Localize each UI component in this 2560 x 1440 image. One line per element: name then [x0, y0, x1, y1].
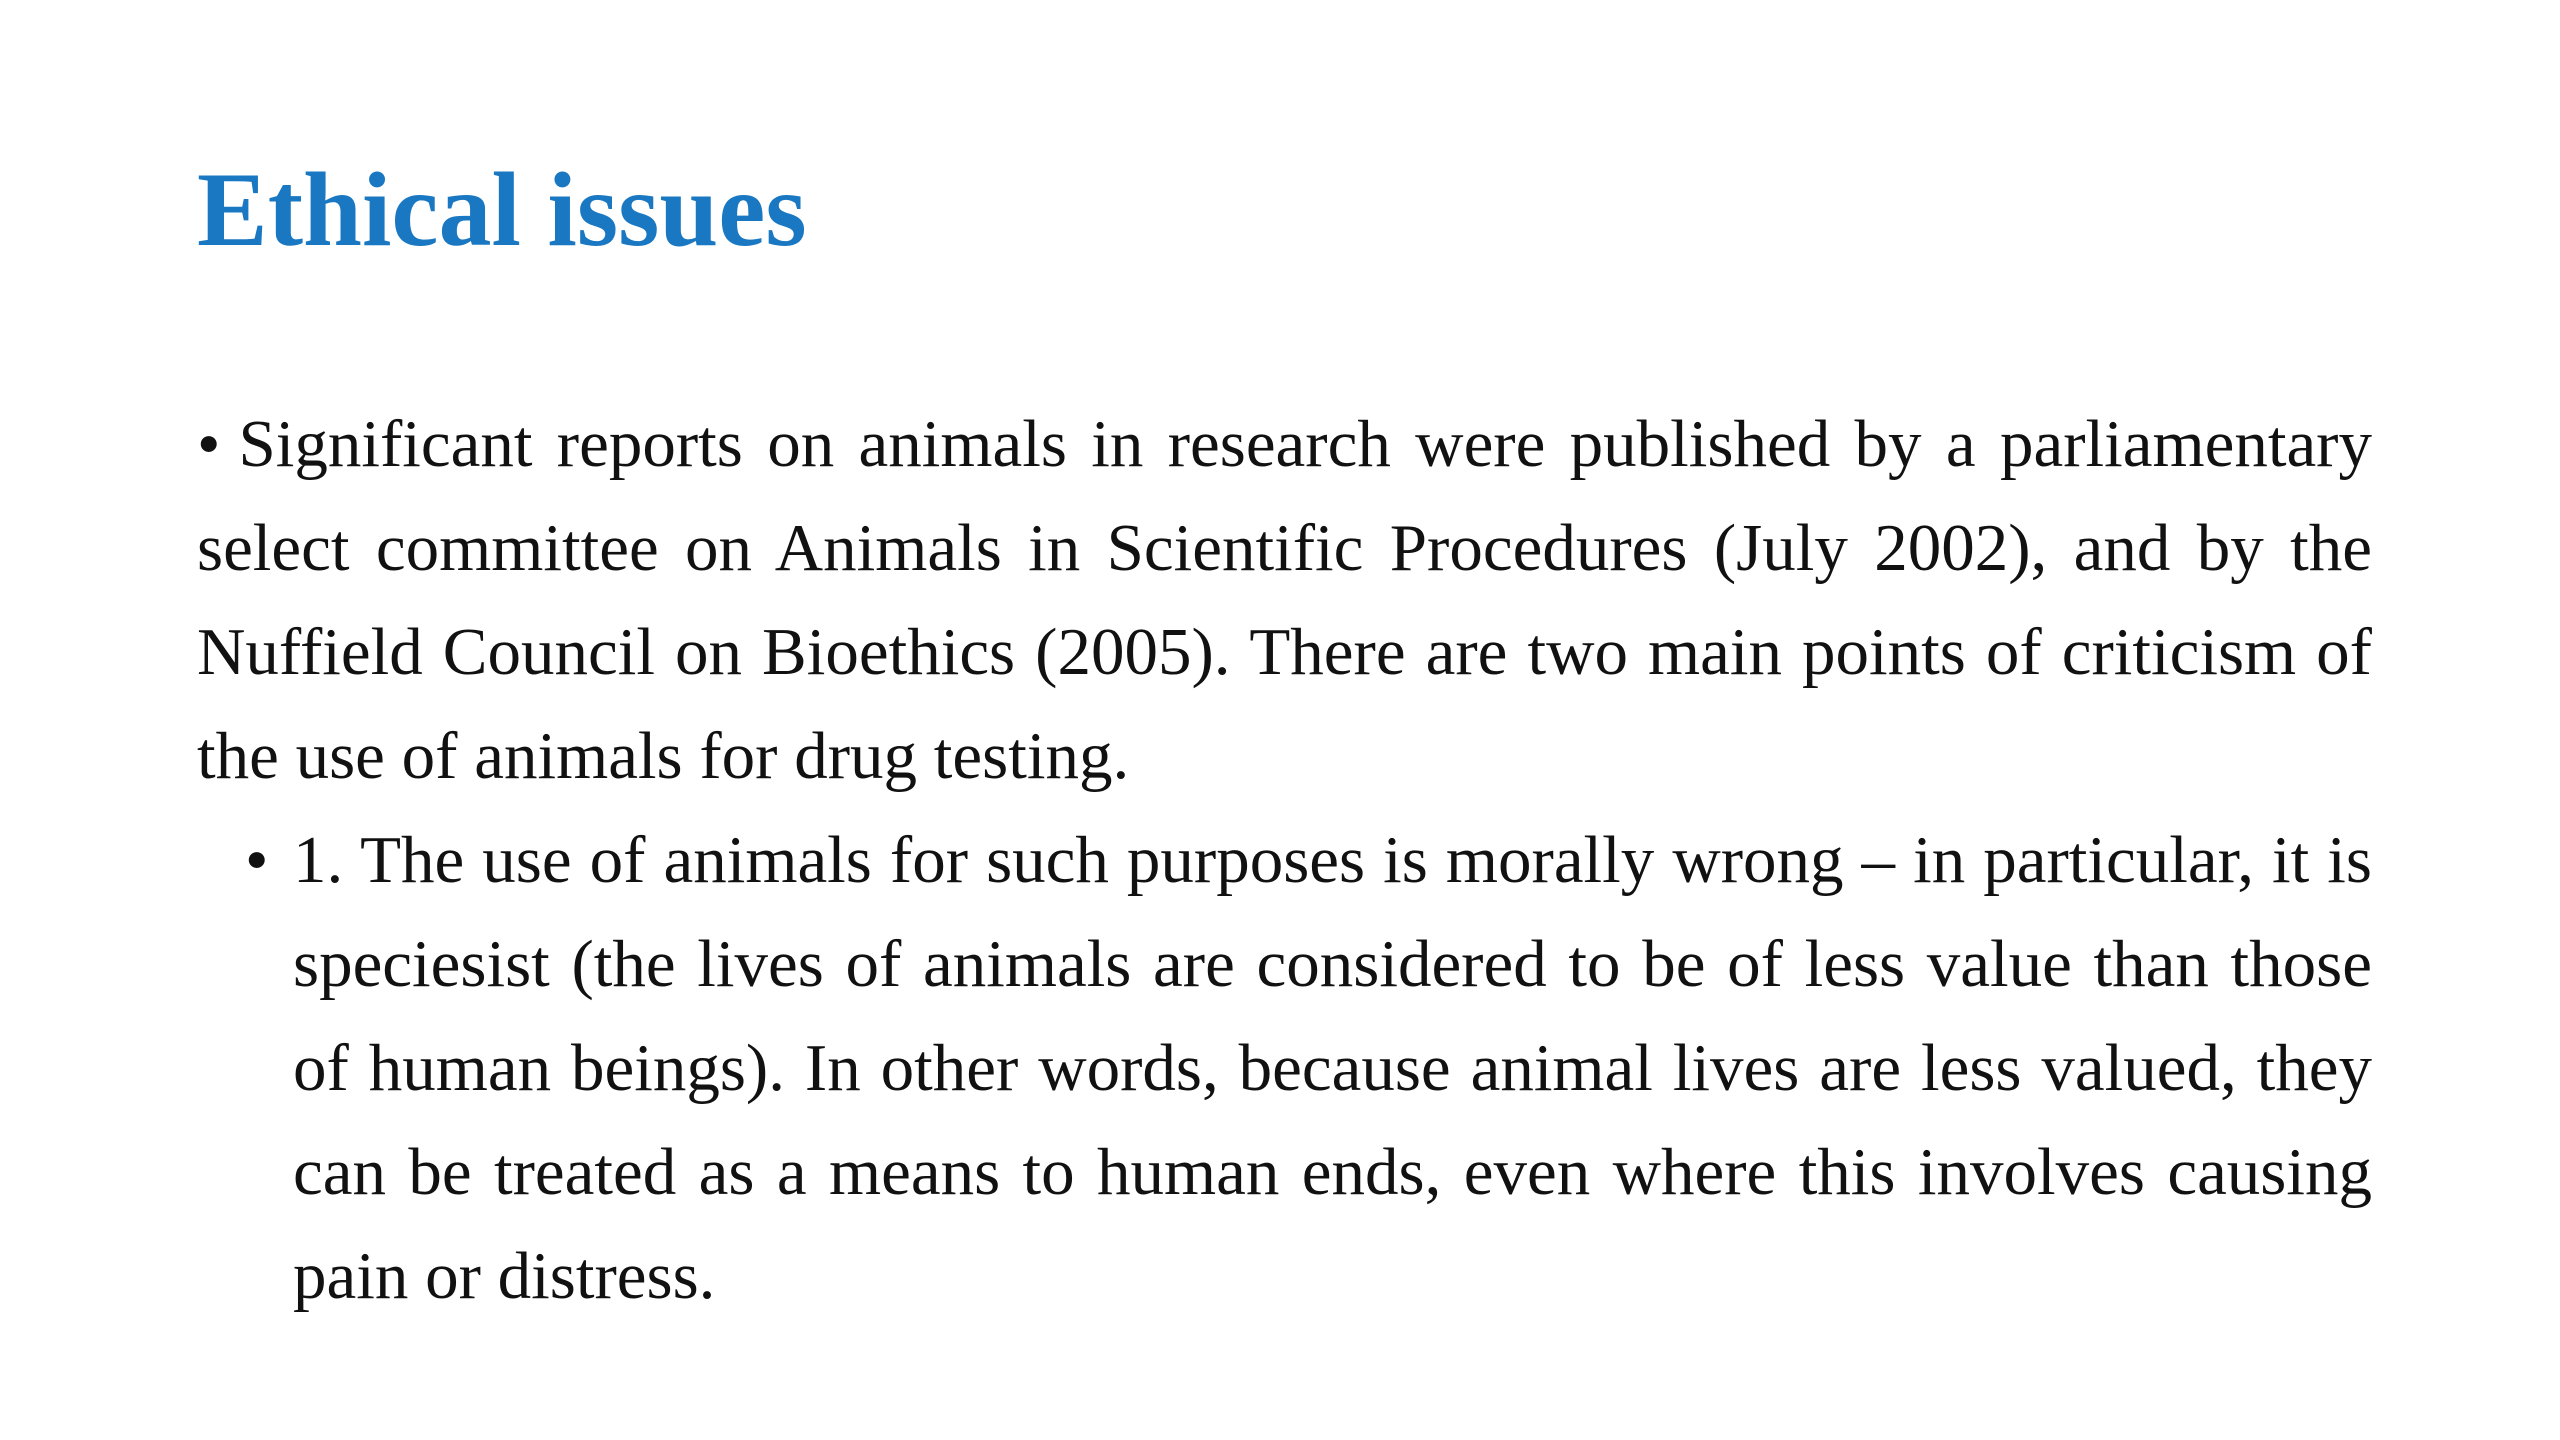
bullet-icon: •	[197, 407, 221, 481]
sub-bullet-icon: •	[245, 823, 269, 897]
paragraph-2-text: 1. The use of animals for such purposes is morally wrong – in particular, it is speciesist (the lives of animals are considered to be of less value than those of human beings). In other words, because animal lives are less valued, they can be treated as a means to human ends, even where this involves causing pain or distress.	[293, 823, 2372, 1313]
slide-body	[197, 392, 2372, 1328]
bullet-paragraph-1	[197, 392, 2372, 808]
slide-title: Ethical issues	[197, 151, 807, 268]
bullet-paragraph-2	[197, 808, 2372, 1328]
paragraph-1-text: Significant reports on animals in research were published by a parliamentary select committee on Animals in Scientific Procedures (July 2002), and by the Nuffield Council on Bioethics (2005). There are two main points of criticism of the use of animals for drug testing.	[197, 407, 2372, 793]
